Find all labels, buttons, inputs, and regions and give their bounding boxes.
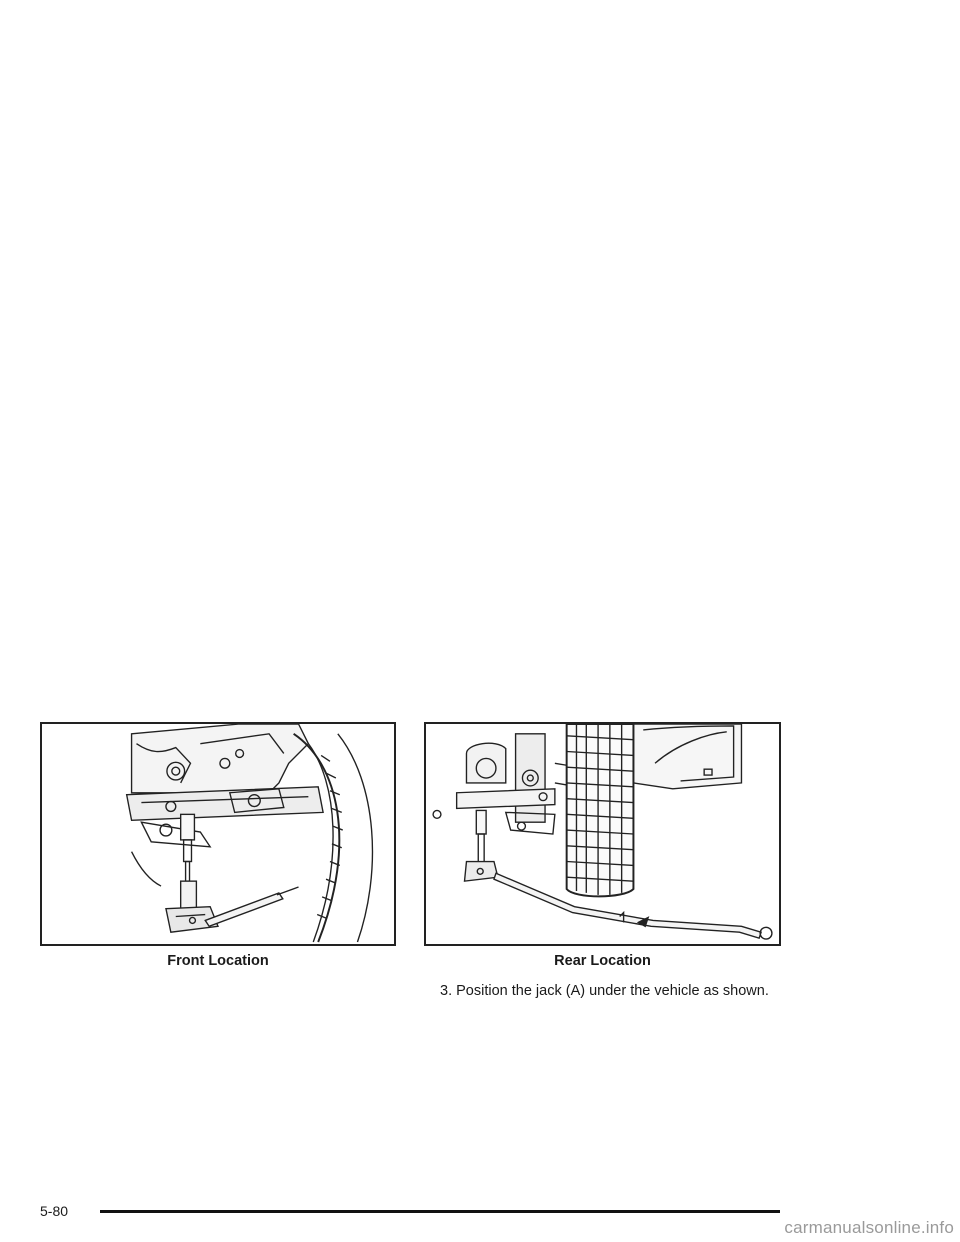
step-3-text: 3. Position the jack (A) under the vehicle as shown.	[440, 983, 769, 999]
front-location-illustration	[40, 722, 396, 946]
watermark: carmanualsonline.info	[784, 1218, 954, 1237]
rear-location-illustration	[424, 722, 781, 946]
rear-location-caption: Rear Location	[554, 953, 651, 969]
front-location-caption: Front Location	[167, 953, 269, 969]
footer-rule	[100, 1210, 780, 1213]
page-number: 5-80	[40, 1203, 69, 1219]
